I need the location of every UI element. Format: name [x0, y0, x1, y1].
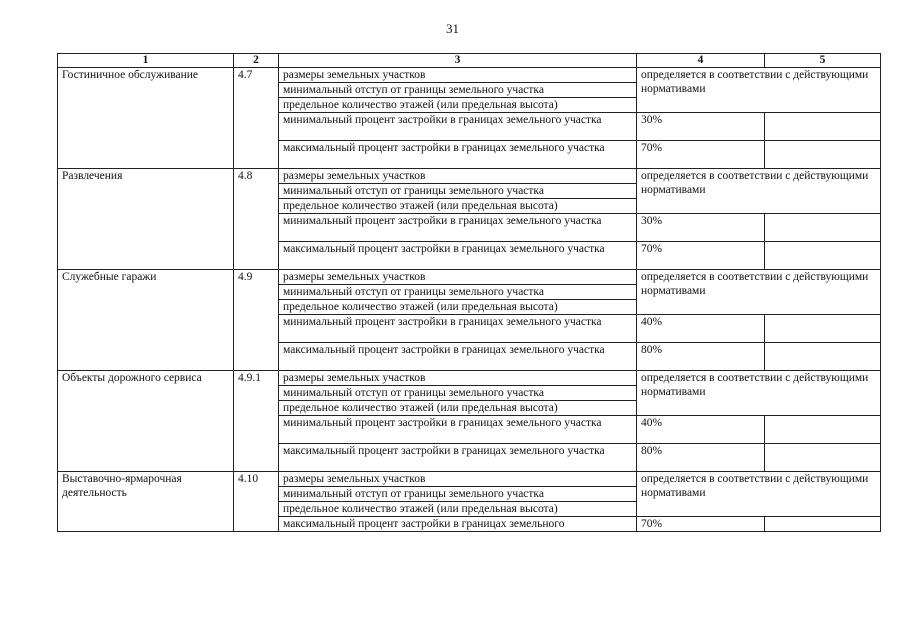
parameter-name: минимальный отступ от границы земельного участка: [279, 83, 637, 98]
table-header-row: [58, 54, 881, 68]
use-type-code: 4.7: [234, 68, 279, 169]
parameter-name: максимальный процент застройки в границах земельного участка: [279, 444, 637, 472]
norm-value: определяется в соответствии с действующими нормативами: [637, 472, 881, 517]
page-number: 31: [446, 21, 459, 36]
parameter-name: минимальный отступ от границы земельного участка: [279, 285, 637, 300]
parameter-name: размеры земельных участков: [279, 169, 637, 184]
zoning-parameters-table: [57, 53, 881, 532]
empty-cell: [765, 343, 881, 371]
norm-value: определяется в соответствии с действующими нормативами: [637, 371, 881, 416]
parameter-name: максимальный процент застройки в границах земельного участка: [279, 343, 637, 371]
table-row: [58, 270, 881, 285]
parameter-name: максимальный процент застройки в границах земельного: [279, 517, 637, 532]
use-group: [58, 472, 881, 532]
parameter-name: максимальный процент застройки в границах земельного участка: [279, 242, 637, 270]
norm-value: определяется в соответствии с действующими нормативами: [637, 68, 881, 113]
max-percent-value: 80%: [637, 343, 765, 371]
table-row: [58, 169, 881, 184]
parameter-name: минимальный отступ от границы земельного участка: [279, 184, 637, 199]
empty-cell: [765, 517, 881, 532]
use-type-name: Гостиничное обслуживание: [58, 68, 234, 169]
use-group: [58, 270, 881, 371]
parameter-name: минимальный процент застройки в границах земельного участка: [279, 113, 637, 141]
empty-cell: [765, 315, 881, 343]
max-percent-value: 70%: [637, 517, 765, 532]
empty-cell: [765, 214, 881, 242]
empty-cell: [765, 416, 881, 444]
parameter-name: предельное количество этажей (или предельная высота): [279, 98, 637, 113]
empty-cell: [765, 141, 881, 169]
parameter-name: минимальный процент застройки в границах земельного участка: [279, 214, 637, 242]
parameter-name: минимальный отступ от границы земельного участка: [279, 487, 637, 502]
norm-value: определяется в соответствии с действующими нормативами: [637, 270, 881, 315]
use-type-code: 4.9.1: [234, 371, 279, 472]
use-type-name: Развлечения: [58, 169, 234, 270]
use-type-code: 4.10: [234, 472, 279, 532]
max-percent-value: 80%: [637, 444, 765, 472]
use-type-name: Служебные гаражи: [58, 270, 234, 371]
parameter-name: максимальный процент застройки в границах земельного участка: [279, 141, 637, 169]
use-type-code: 4.9: [234, 270, 279, 371]
table-row: [58, 68, 881, 83]
parameter-name: размеры земельных участков: [279, 68, 637, 83]
parameter-name: предельное количество этажей (или предельная высота): [279, 401, 637, 416]
use-type-name: Объекты дорожного сервиса: [58, 371, 234, 472]
max-percent-value: 70%: [637, 141, 765, 169]
column-header: 3: [279, 54, 637, 68]
parameter-name: предельное количество этажей (или предельная высота): [279, 300, 637, 315]
parameter-name: размеры земельных участков: [279, 371, 637, 386]
use-group: [58, 371, 881, 472]
parameter-name: минимальный процент застройки в границах земельного участка: [279, 315, 637, 343]
min-percent-value: 30%: [637, 113, 765, 141]
parameter-name: размеры земельных участков: [279, 472, 637, 487]
column-header: 1: [58, 54, 234, 68]
use-group: [58, 68, 881, 169]
column-header: 5: [765, 54, 881, 68]
parameter-name: минимальный отступ от границы земельного участка: [279, 386, 637, 401]
parameter-name: минимальный процент застройки в границах земельного участка: [279, 416, 637, 444]
max-percent-value: 70%: [637, 242, 765, 270]
column-header: 4: [637, 54, 765, 68]
table-row: [58, 472, 881, 487]
use-type-name: Выставочно-ярмарочная деятельность: [58, 472, 234, 532]
empty-cell: [765, 113, 881, 141]
use-group: [58, 169, 881, 270]
empty-cell: [765, 444, 881, 472]
parameter-name: размеры земельных участков: [279, 270, 637, 285]
table-row: [58, 371, 881, 386]
empty-cell: [765, 242, 881, 270]
parameter-name: предельное количество этажей (или предельная высота): [279, 502, 637, 517]
use-type-code: 4.8: [234, 169, 279, 270]
column-header: 2: [234, 54, 279, 68]
parameter-name: предельное количество этажей (или предельная высота): [279, 199, 637, 214]
min-percent-value: 40%: [637, 416, 765, 444]
norm-value: определяется в соответствии с действующими нормативами: [637, 169, 881, 214]
min-percent-value: 30%: [637, 214, 765, 242]
min-percent-value: 40%: [637, 315, 765, 343]
